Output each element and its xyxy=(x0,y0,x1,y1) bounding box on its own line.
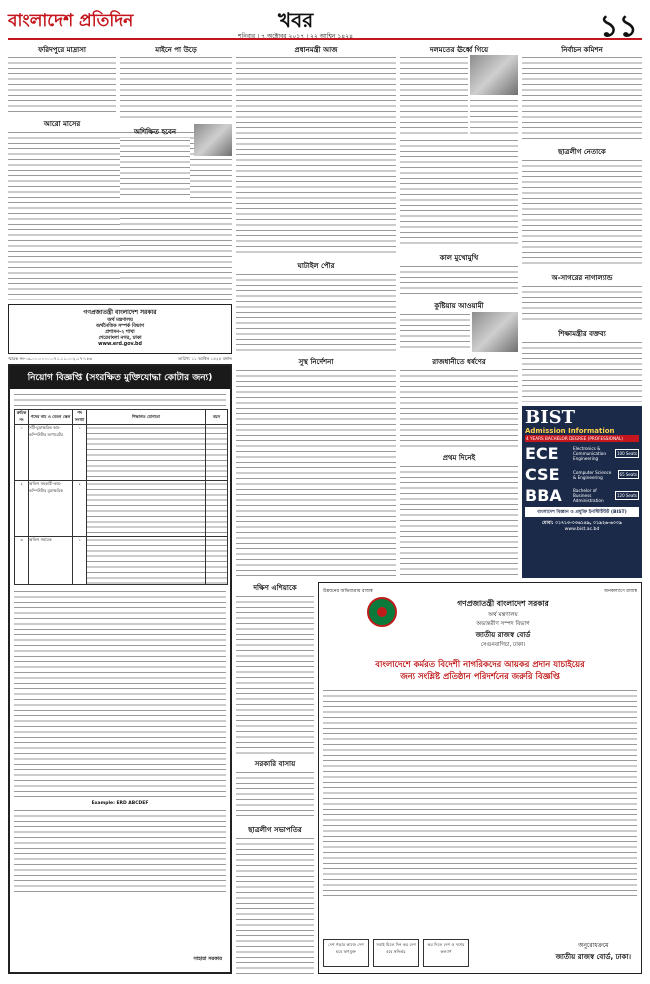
col-header: পদ সংখ্যা xyxy=(73,410,87,425)
article-photo xyxy=(472,312,518,352)
row-no: ৩ xyxy=(15,537,29,585)
article-body xyxy=(522,158,642,268)
program-cse xyxy=(525,465,639,484)
article-body xyxy=(400,264,518,298)
article-body xyxy=(236,836,314,974)
bist-advertisement xyxy=(522,406,642,578)
row-post: সাঁট-মুদ্রাক্ষরিক কাম-কম্পিউটার অপারেটর xyxy=(29,425,73,481)
table-row xyxy=(15,481,228,537)
slogan-box: সবাই মিলে দিন কর দেশ হবে স্বনির্ভর xyxy=(373,939,419,967)
sms-example: Example: ERD ABCDEF xyxy=(91,801,149,806)
page-number: ১১ xyxy=(599,9,638,44)
table-row xyxy=(15,537,228,585)
article-body xyxy=(8,55,116,115)
date-line: শনিবার । ৭ অক্টোবর ২০১৭ । ২২ আশ্বিন ১৪২৪ xyxy=(238,33,353,40)
job-ad-intro xyxy=(14,392,226,406)
program-code: ECE xyxy=(525,444,559,463)
headline-nagaland: অ-সাগরের নাগাল্যান্ড xyxy=(551,274,613,282)
nbr-gov: গণপ্রজাতন্ত্রী বাংলাদেশ সরকার xyxy=(457,599,549,608)
program-code: BBA xyxy=(525,486,562,505)
bist-institute: বাংলাদেশ বিজ্ঞান ও প্রযুক্তি ইনস্টিটিউট (BIST) xyxy=(525,507,639,517)
nbr-right-slogan: জনকল্যাণে রাজস্ব xyxy=(603,589,637,594)
article-body xyxy=(236,368,396,578)
nbr-headline-line2: জন্য সংশ্লিষ্ট প্রতিষ্ঠান পরিদর্শনের জরুরি বিজ্ঞপ্তি xyxy=(400,671,560,681)
masthead xyxy=(8,6,642,44)
headline-illiterate: অশিক্ষিত হবেন xyxy=(133,128,177,136)
nbr-division: অভ্যন্তরীণ সম্পদ বিভাগ xyxy=(476,621,530,627)
job-ad-instructions xyxy=(14,808,226,894)
row-qualification xyxy=(87,425,206,481)
program-bba xyxy=(525,486,639,505)
row-count: ২ xyxy=(73,481,87,537)
newspaper-logo: বাংলাদেশ প্রতিদিন xyxy=(8,11,134,31)
article-body xyxy=(120,200,232,300)
headline-first-day: প্রথম দিনেই xyxy=(442,454,476,462)
nbr-signoff xyxy=(556,940,631,963)
article-photo xyxy=(470,55,518,95)
nbr-address: সেগুনবাগিচা, ঢাকা। xyxy=(480,642,526,648)
headline-ghatail: ঘাটাইল পৌর xyxy=(297,262,335,270)
program-code: CSE xyxy=(525,465,560,484)
program-name: Electronics & Communication Engineering xyxy=(573,446,607,461)
headline-face-off: কাল মুখোমুখি xyxy=(439,254,479,262)
notice-division: অর্থনৈতিক সম্পর্ক বিভাগ xyxy=(95,324,145,329)
notice-title: গণপ্রজাতন্ত্রী বাংলাদেশ সরকার xyxy=(83,309,157,316)
nbr-board: জাতীয় রাজস্ব বোর্ড xyxy=(475,631,531,639)
program-name: Computer Science & Engineering xyxy=(573,469,612,480)
bist-phone: মোবা: ০১৭১৩-০৩৬১৪৯, ০১৯২৬-৬০০৯ xyxy=(542,521,622,526)
nbr-slogan-boxes xyxy=(323,939,469,967)
bist-tagline: Admission Information xyxy=(525,427,615,435)
job-table-header xyxy=(15,410,228,425)
headline-kushtia: কুষ্টিয়ায় আওয়ামী xyxy=(434,302,484,310)
job-ad-instructions xyxy=(14,589,226,799)
signatory: সাহারা সরকার xyxy=(193,956,222,962)
headline-chhatra: ছাত্রলীগ নেতাকে xyxy=(558,148,606,156)
col-header: পদের নাম ও বেতন স্কেল xyxy=(29,410,73,425)
nbr-notice xyxy=(318,582,642,974)
row-count: ১ xyxy=(73,537,87,585)
nbr-request-label: অনুরোধক্রমে xyxy=(578,942,609,949)
nbr-ministry: অর্থ মন্ত্রণালয় xyxy=(488,612,518,618)
bist-subtitle: 4 YEARS BACHELOR DEGREE (PROFESSIONAL) xyxy=(525,435,639,442)
nbr-request-org: জাতীয় রাজস্ব বোর্ড, ঢাকা। xyxy=(555,953,631,961)
row-qualification xyxy=(87,537,206,585)
article-body xyxy=(400,312,470,352)
row-no: ২ xyxy=(15,481,29,537)
notice-ref: স্মারক নং-০৯.০০.০০০০.০৭১.১১.০০২.১৭-১৮৬ xyxy=(8,356,93,361)
col-header: শিক্ষাগত যোগ্যতা xyxy=(87,410,206,425)
article-body xyxy=(400,138,518,248)
article-body xyxy=(236,594,314,754)
bist-website[interactable]: www.bist.ac.bd xyxy=(564,527,600,532)
section-title: খবর xyxy=(278,8,314,32)
article-body xyxy=(522,284,642,324)
headline-south-asia: দক্ষিণ এশিয়াকে xyxy=(253,584,297,592)
article-body xyxy=(400,55,468,135)
article-body xyxy=(236,55,396,255)
row-age xyxy=(206,537,228,585)
row-age xyxy=(206,481,228,537)
notice-website[interactable]: www.erd.gov.bd xyxy=(98,342,142,347)
headline-education: শিক্ষামন্ত্রীর বক্তব্য xyxy=(558,330,606,338)
article-body xyxy=(522,340,642,402)
nbr-letterhead xyxy=(403,599,603,650)
headline-govt-house: সরকারি বাসায় xyxy=(254,760,296,768)
job-advertisement xyxy=(8,364,232,974)
program-ece xyxy=(525,444,639,463)
program-seats: 120 Seats xyxy=(616,493,637,498)
nbr-slogans xyxy=(323,587,637,595)
bist-logo: BIST xyxy=(525,407,576,428)
article-body xyxy=(236,770,314,820)
headline-capital: রাজধানীতে ধর্ষণের xyxy=(432,358,486,366)
nbr-body xyxy=(323,688,637,900)
notice-branch: প্রশাসন-২ শাখা xyxy=(105,330,135,335)
row-qualification xyxy=(87,481,206,537)
row-count: ১ xyxy=(73,425,87,481)
row-post: অফিস সহকারী-কাম-কম্পিউটার মুদ্রাক্ষরিক xyxy=(29,481,73,537)
notice-ref-line xyxy=(8,356,232,363)
govt-emblem-icon xyxy=(367,597,397,627)
headline-chhatraleague: ছাত্রলীগ সভাপতির xyxy=(248,826,302,834)
headline-healthy: সুস্থ নির্দেশনা xyxy=(298,358,334,366)
article-body xyxy=(120,138,190,198)
headline-more-month: আরো মাসের xyxy=(43,120,81,128)
article-body xyxy=(120,55,232,121)
govt-notice-box xyxy=(8,304,232,354)
row-post: অফিস সহায়ক xyxy=(29,537,73,585)
article-body xyxy=(236,272,396,352)
headline-madrasa: ফরিদপুরে মাদ্রাসা xyxy=(38,46,86,54)
notice-date: তারিখ: ১১ আশ্বিন ১৪২৪ বঙ্গাব্দ xyxy=(178,356,232,361)
notice-ministry: অর্থ মন্ত্রণালয় xyxy=(107,318,133,323)
article-body xyxy=(470,98,518,135)
program-seats: 65 Seats xyxy=(619,472,637,477)
notice-address: শেরেবাংলা নগর, ঢাকা xyxy=(98,336,142,341)
table-row xyxy=(15,425,228,481)
program-name: Bachelor of Business Administration xyxy=(573,488,604,503)
program-seats: 100 Seats xyxy=(616,451,637,456)
nbr-headline xyxy=(323,658,637,682)
job-table xyxy=(14,409,228,585)
article-body xyxy=(400,464,518,578)
headline-ec: নির্বাচন কমিশন xyxy=(561,46,603,54)
article-photo xyxy=(194,124,232,156)
col-header: ক্রমিক নং xyxy=(15,410,29,425)
nbr-headline-line1: বাংলাদেশে কর্মরত বিদেশী নাগরিকদের আয়কর প্রদান যাচাইয়ের xyxy=(375,659,585,669)
col-header: বয়স xyxy=(206,410,228,425)
article-body xyxy=(522,55,642,143)
row-age xyxy=(206,425,228,481)
headline-mine: মাইনে পা উড়ে xyxy=(155,46,197,54)
headline-party: দলমতের ঊর্ধ্বে গিয়ে xyxy=(429,46,489,54)
nbr-left-slogan: উন্নয়নের অভিযাত্রায় রাজস্ব xyxy=(323,589,373,594)
job-ad-title: নিয়োগ বিজ্ঞপ্তি (সংরক্ষিত মুক্তিযোদ্ধা কোটার জন্য) xyxy=(10,366,230,389)
headline-pm-today: প্রধানমন্ত্রী আজ xyxy=(294,46,338,54)
article-body xyxy=(400,368,518,448)
row-no: ১ xyxy=(15,425,29,481)
slogan-box: কর দিলে দেশ ও দশের কল্যাণ xyxy=(423,939,469,967)
slogan-box: দেশ গড়ার কাজে দেশ হবে ঋণমুক্ত xyxy=(323,939,369,967)
